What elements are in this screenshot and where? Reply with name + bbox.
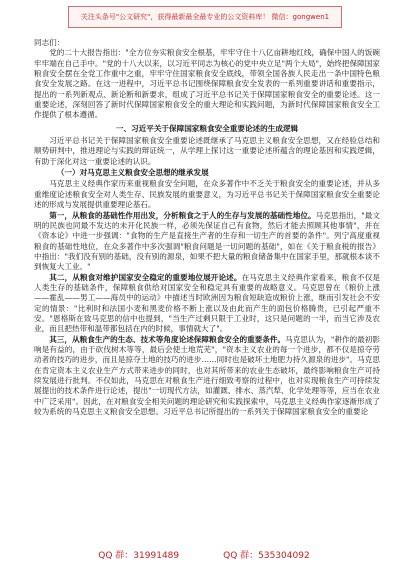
footer-qq-group-1: QQ 群：31991489: [98, 551, 180, 561]
point-1-text: 马克思指出，"最文明的民族也同最不发达的未开化民族一样，必须先保证自己有食物，然后才能去照顾其他事情"，并在《资本论》中进一步强调："食物的生产是直接生产者的生存和一切生产的首要的条件"。列宁高度重视粮食的基础性地位，在众多著作中多次强调"粮食问题是一切问题的基础"，如在《关于粮食税的报告》中指出："我们没有别的基础，没有别的源泉，如果不把大量的粮食储备集中在国家手里，那就根本谈不到恢复大工业。": [34, 210, 380, 272]
paragraph-point-1: [34, 211, 380, 273]
footer-qq-group-2: QQ 群：535304092: [223, 551, 310, 561]
salutation: 同志们：: [34, 38, 65, 47]
subsection-heading: （一）对马克思主义粮食安全思想的继承发展: [56, 168, 209, 178]
point-3-heading: 其三，从粮食生产的生态、技术等角度论述保障粮食安全的重要条件。: [49, 334, 286, 344]
paragraph-intro: 党的二十大报告指出："全方位夯实粮食安全根基，牢牢守住十八亿亩耕地红线，确保中国人的饭碗牢牢端在自己手中。"党的十八大以来，以习近平同志为核心的党中央立足"两个大局"，始终把保障国家粮食安全摆在全党工作重中之重，牢牢守住国家粮食安全底线，带领全国各族人民走出一条中国特色粮食安全发展之路。在这一进程中，习近平总书记围绕保障粮食安全发表的一系列重要讲话和重要指示，提出的一系列新观点、新论断和新要求，组成了习近平总书记关于保障国家粮食安全的重要论述。这一重要论述，深刻回答了新时代保障国家粮食安全的重大理论和实践问题，为新时代保障国家粮食安全工作提供了根本遵循。: [34, 48, 380, 120]
paragraph-point-2: [34, 273, 380, 335]
header-banner: [68, 6, 342, 28]
point-2-heading: 其二，从粮食对维护国家安全稳定的重要地位展开论述。: [49, 272, 242, 282]
paragraph-point-3: [34, 335, 380, 418]
footer: [0, 548, 408, 562]
document-body: [34, 38, 380, 534]
point-3-text: 马克思认为，"耕作的最初影响是有益的，由于砍伐树木等等，最后会使土地荒芜"，"资本主义农业的每一个进步，都不仅是掠夺劳动者的技巧的进步，而且是掠夺土地的技巧的进步……同时也是破坏土地肥力持久源泉的进步"。马克思在肯定资本主义农业生产方式带来进步的同时，也对其所带来的农业生态破坏，最终影响粮食生产可持续发展进行批判。不仅如此，马克思在对粮食生产进行细致考察的过程中，也对实现粮食生产可持续发展提出的技术条件进行论述，提出"一切现代方法，如灌溉、排水、蒸汽犁、化学处理等等，应当在农业中广泛采用"。因此，在对粮食安全相关问题的理论研究和实践探索中，马克思主义经典作家逐渐形成了较为系统的马克思主义粮食安全思想。习近平总书记所提出的一系列关于保障国家粮食安全的重要论: [34, 334, 380, 417]
section-heading: 一、习近平关于保障国家粮食安全重要论述的生成逻辑: [115, 123, 299, 133]
paragraph-marxism: 马克思主义经典作家历来重视粮食安全问题，在众多著作中不乏关于粮食安全的重要论述，并从多重维度论述粮食安全对人类生存、民族发展的重要意义，为习近平总书记关于保障国家粮食安全重要论述的形成与发展提供重要理论基石。: [34, 179, 380, 210]
banner-text: 关注头条号"公文研究"，获得最新最全最专业的公文资料库！ 微信：gongwen1: [80, 13, 330, 21]
paragraph-section-intro: 习近平总书记关于保障国家粮食安全重要论述既继承了马克思主义粮食安全思想，又在经验总结和顺势研判中，推进理论与实践的辩证统一，从学理上探讨这一重要论述所蕴含的理论基因和实践逻辑，有助于深化对这一重要论述的认识。: [34, 136, 380, 166]
point-2-text: 在马克思主义经典作家看来，粮食不仅是人类生存的基础条件，保障粮食供给对国家安全和稳定具有重要的战略意义。马克思曾在《粮价上涨——霍乱——男工——海员中的运动》中描述当时欧洲因为粮食短缺造成粮价上涨，继而引发社会不安定的情景："比利时和法国小麦和黑麦价格不断上涨以及由此而产生的面包价格腾贵，已引起严重不安。"恩格斯在致马克思的信中也提到，"当生产过剩只限于工业时，这只是问题的一半，而当它涉及农业，而且把热带和温带都包括在内的时候，事情就大了"。: [34, 272, 380, 334]
point-1-heading: 第一，从粮食的基础性作用出发，分析粮食之于人的生存与发展的基础性地位。: [49, 210, 316, 220]
